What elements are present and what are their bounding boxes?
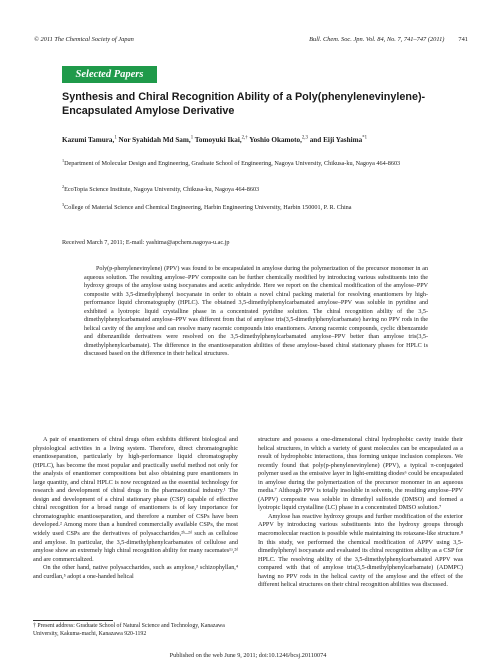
body-paragraph: structure and possess a one-dimensional chiral hydrophobic cavity inside their helical structures, in which a variety of guest molecules can be encapsulated as a result of hydrophobic interactions, thus forming unique inclusion complexes. We recently found that poly(p-phenylenevinylene) (PPV), a typical π-conjugated polymer used as the emissive layer in light-emitting diodes⁶ could be encapsulated in amylose during the polymerization of the precursor monomer in an aqueous media.⁷ Although PPV is totally insoluble in solvents, the resulting amylose–PPV (APPV) composite was soluble in dimethyl sulfoxide (DMSO) and formed a lyotropic liquid crystalline (LC) phase in a concentrated DMSO solution.⁷ xyxy=(258,436,463,512)
author-1: Kazumi Tamura,$^1$ xyxy=(62,136,117,145)
author-3: Tomoyuki Ikai,$^{2,\dagger}$ xyxy=(194,136,248,145)
affiliation-2: $^2$EcoTopia Science Institute, Nagoya University, Chikusa-ku, Nagoya 464-8603 xyxy=(62,184,260,194)
abstract: Poly(p-phenylenevinylene) (PPV) was found to be encapsulated in amylose during the polymerization of the precursor monomer in an aqueous solution. The resulting amylose–PPV composite can be further chemically modified by introducing various substituents into the hydroxy groups of the amylose using isocyanates and acetic anhydride. Here we report on the chemical modification of the amylose–PPV composite with 3,5-dimethylphenyl isocyanate in order to obtain a novel chiral packing material for resolving enantiomers by high-performance liquid chromatography (HPLC). The obtained 3,5-dimethylphenylcarbamated amylose–PPV was soluble in pyridine and exhibited a lyotropic liquid crystalline phase in a concentrated pyridine solution. The chiral recognition ability of the 3,5-dimethylphenylcarbamated amylose–PPV was different from that of amylose tris(3,5-dimethylphenylcarbamate) having no PPV rods in the helical cavity of the amylose and can resolve many racemic compounds into enantiomers. Among racemic compounds, cyclic dibenzamide and dibenzanilide derivatives were resolved on the 3,5-dimethylphenylcarbamated amylose–PPV better than amylose tris(3,5-dimethylphenylcarbamate). The difference in the enantioseparation abilities of these amylose-based chiral stationary phases for HPLC is discussed based on the difference in their helical structures. xyxy=(84,266,428,357)
copyright-notice: © 2011 The Chemical Society of Japan xyxy=(34,36,134,43)
body-column-right xyxy=(258,436,463,590)
author-5: and Eiji Yashima$^{*1}$ xyxy=(309,136,367,145)
affiliation-3: $^3$College of Material Science and Chemical Engineering, Harbin Engineering University, Harbin 150001, P. R. China xyxy=(62,202,352,212)
received-email-line: Received March 7, 2011; E-mail: yashima@apchem.nagoya-u.ac.jp xyxy=(62,239,230,246)
publication-footer: Published on the web June 9, 2011; doi:10.1246/bcsj.20110074 xyxy=(169,652,327,659)
page-number: 741 xyxy=(458,36,468,43)
journal-citation xyxy=(309,36,468,43)
body-paragraph: On the other hand, native polysaccharides, such as amylose,³ schizophyllan,⁴ and curdlan,⁵ adopt a one-handed helical xyxy=(33,564,238,580)
body-column-left xyxy=(33,436,238,581)
author-list xyxy=(62,136,462,144)
body-paragraph: A pair of enantiomers of chiral drugs often exhibits different biological and physiological activities in a living system. Therefore, direct chromatographic enantioseparation, particularly by high-performance liquid chromatography (HPLC), has become the most popular and practically useful method not only for the analysis of enantiomer compositions but also obtaining pure enantiomers in large quantity, and chiral HPLC is now recognized as the essential technology for research and development of chiral drugs in the pharmaceutical industry.¹ The design and development of a chiral stationary phase (CSP) capable of effective chiral recognition for a broad range of enantiomers is of key importance for chromatographic enantioseparation, and therefore a number of CSPs have been developed.² Among more than a hundred commercially available CSPs, the most widely used CSPs are the derivatives of polysaccharides,²ᵇ–²ᵈ such as cellulose and amylose. In particular, the 3,5-dimethylphenylcarbamates of cellulose and amylose show an extremely high chiral recognition ability for many racemates¹ᵃ,²ᵈ and are commercialized. xyxy=(33,436,238,563)
footnote: † Present address: Graduate School of Natural Science and Technology, Kanazawa University, Kakuma-machi, Kanazawa 920-1192 xyxy=(33,623,225,637)
citation-text: Bull. Chem. Soc. Jpn. Vol. 84, No. 7, 741–747 (2011) xyxy=(309,36,445,43)
author-4: Yoshio Okamoto,$^{2,3}$ xyxy=(249,136,308,145)
body-paragraph: Amylose has reactive hydroxy groups and further modification of the exterior APPV by introducing various substituents into the hydroxy groups through macromolecular reaction is possible while maintaining its rotaxane-like structure.⁸ In this study, we performed the chemical modification of APPV using 3,5-dimethylphenyl isocyanate and evaluated its chiral recognition ability as a CSP for HPLC. The resolving ability of the 3,5-dimethylphenylcarbamated APPV was compared with that of amylose tris(3,5-dimethylphenylcarbamate) (ADMPC) having no PPV rods in the helical cavity of the amylose and the effect of the different helical structures on their chiral recognition abilities was discussed. xyxy=(258,512,463,589)
author-2: Nor Syahidah Md Sam,$^1$ xyxy=(118,136,194,145)
running-header xyxy=(28,36,468,46)
section-badge: Selected Papers xyxy=(62,66,157,83)
affiliation-1: $^1$Department of Molecular Design and Engineering, Graduate School of Engineering, Nagoya University, Chikusa-ku, Nagoya 464-8603 xyxy=(62,158,401,168)
paper-title: Synthesis and Chiral Recognition Ability of a Poly(phenylenevinylene)-Encapsulated Amylose Derivative xyxy=(62,91,426,117)
footnote-divider xyxy=(33,620,113,621)
